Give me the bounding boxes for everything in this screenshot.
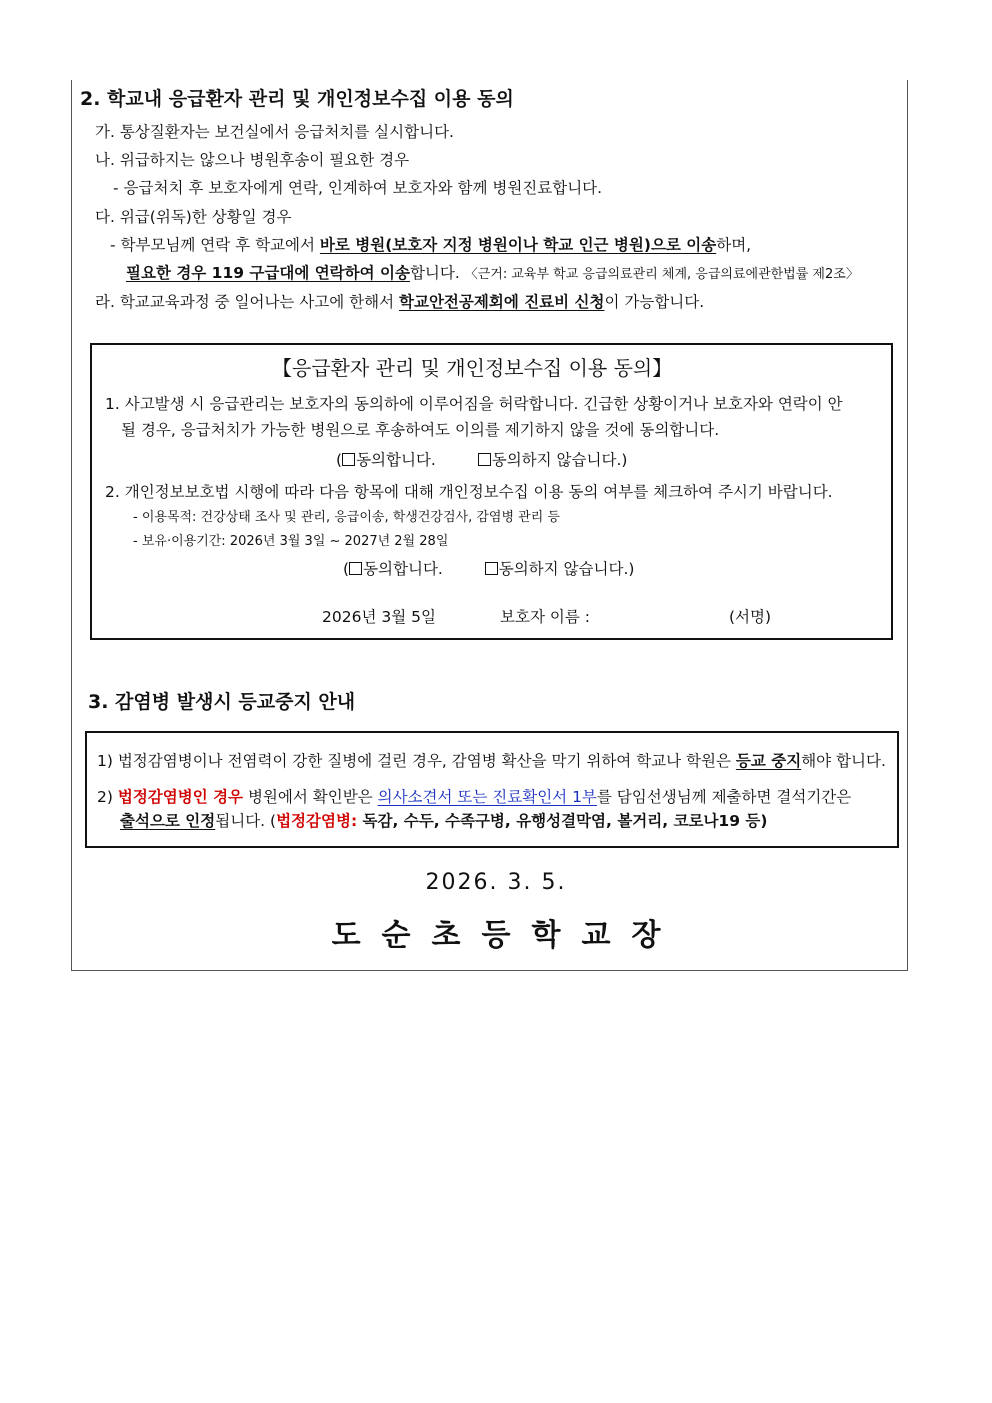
ra-emphasis: 학교안전공제회에 진료비 신청 — [399, 293, 605, 311]
notice-item1-tail: 해야 합니다. — [801, 752, 886, 770]
guardian-name-field[interactable] — [620, 603, 720, 625]
da-sub1-emphasis: 바로 병원(보호자 지정 병원이나 학교 인근 병원)으로 이송 — [319, 236, 717, 254]
agree-checkbox-2[interactable] — [349, 562, 362, 575]
principal-signature: 도순초등학교장 — [331, 918, 682, 953]
document-date: 2026. 3. 5. — [425, 870, 567, 895]
disagree-checkbox-2[interactable] — [485, 562, 498, 575]
notice-item2-line2-red: 법정감염병: — [276, 812, 358, 830]
notice-item2-line2 — [120, 809, 767, 831]
consent-item1-choices: ( 동의합니다. 동의하지 않습니다.) — [336, 451, 628, 469]
consent-item1-line1: 1. 사고발생 시 응급관리는 보호자의 동의하에 이루어짐을 허락합니다. 긴급한 상황이거나 보호자와 연락이 안 — [105, 395, 843, 413]
consent-item2-purpose: - 이용목적: 건강상태 조사 및 관리, 응급이송, 학생건강검사, 감염병 관리 등 — [133, 510, 560, 525]
section2-item-ga: 가. 통상질환자는 보건실에서 응급처치를 실시합니다. — [95, 123, 454, 141]
notice-item2-line2-emphasis: 출석으로 인정 — [120, 812, 216, 830]
agree-label-2: 동의합니다. — [363, 560, 443, 578]
notice-item2-blue: 의사소견서 또는 진료확인서 1부 — [377, 788, 597, 806]
section2-item-da: 다. 위급(위독)한 상황일 경우 — [95, 208, 292, 226]
da-sub2-note: 〈근거: 교육부 학교 응급의료관리 체계, 응급의료에관한법률 제2조〉 — [464, 267, 859, 282]
ra-tail: 이 가능합니다. — [604, 293, 705, 311]
consent-item2-period: - 보유·이용기간: 2026년 3월 3일 ~ 2027년 2월 28일 — [133, 534, 449, 549]
section2-item-na: 나. 위급하지는 않으나 병원후송이 필요한 경우 — [95, 151, 410, 169]
notice-item1-emphasis: 등교 중지 — [735, 752, 802, 770]
notice-item2-number: 2) — [97, 788, 118, 806]
da-sub2-emphasis: 필요한 경우 119 구급대에 연락하여 이송 — [126, 264, 410, 282]
section3-title: 3. 감염병 발생시 등교중지 안내 — [88, 691, 356, 713]
section2-item-da-sub2 — [126, 261, 859, 283]
notice-item2-line2-list: 독감, 수두, 수족구병, 유행성결막염, 볼거리, 코로나19 등) — [357, 812, 768, 830]
da-sub1-tail: 하며, — [716, 236, 752, 254]
disagree-checkbox-1[interactable] — [478, 453, 491, 466]
section2-item-na-sub: - 응급처치 후 보호자에게 연락, 인계하여 보호자와 함께 병원진료합니다. — [113, 179, 603, 197]
notice-item2-red: 법정감염병인 경우 — [117, 788, 244, 806]
agree-checkbox-1[interactable] — [342, 453, 355, 466]
da-sub1-text: - 학부모님께 연락 후 학교에서 — [110, 236, 320, 254]
notice-item2-line1 — [97, 785, 851, 807]
da-sub2-tail: 합니다. — [409, 264, 460, 282]
notice-item2-line2-mid: 됩니다. ( — [215, 812, 277, 830]
consent-item2-line1: 2. 개인정보보호법 시행에 따라 다음 항목에 대해 개인정보수집 이용 동의 여부를 체크하여 주시기 바랍니다. — [105, 483, 833, 501]
guardian-name-label: 보호자 이름 : — [500, 608, 590, 626]
section2-item-da-sub1 — [110, 233, 751, 255]
consent-item1-line2: 될 경우, 응급처치가 가능한 병원으로 후송하여도 이의를 제기하지 않을 것에 동의합니다. — [121, 421, 720, 439]
section2-item-ra — [95, 290, 704, 312]
disagree-label-2: 동의하지 않습니다. — [498, 560, 629, 578]
ra-text: 라. 학교교육과정 중 일어나는 사고에 한해서 — [95, 293, 400, 311]
signature-label: (서명) — [729, 608, 772, 626]
consent-box-title: 【응급환자 관리 및 개인정보수집 이용 동의】 — [272, 356, 673, 380]
consent-item2-choices: ( 동의합니다. 동의하지 않습니다.) — [343, 560, 635, 578]
sign-date: 2026년 3월 5일 — [322, 608, 436, 626]
notice-item2-mid: 병원에서 확인받은 — [243, 788, 378, 806]
section2-title: 2. 학교내 응급환자 관리 및 개인정보수집 이용 동의 — [80, 88, 514, 110]
disagree-label-1: 동의하지 않습니다. — [491, 451, 622, 469]
notice-item1-text: 1) 법정감염병이나 전염력이 강한 질병에 걸린 경우, 감염병 확산을 막기 위하여 학교나 학원은 — [97, 752, 736, 770]
notice-item2-tail: 를 담임선생님께 제출하면 결석기간은 — [596, 788, 852, 806]
agree-label-1: 동의합니다. — [356, 451, 436, 469]
notice-item1 — [97, 749, 886, 771]
